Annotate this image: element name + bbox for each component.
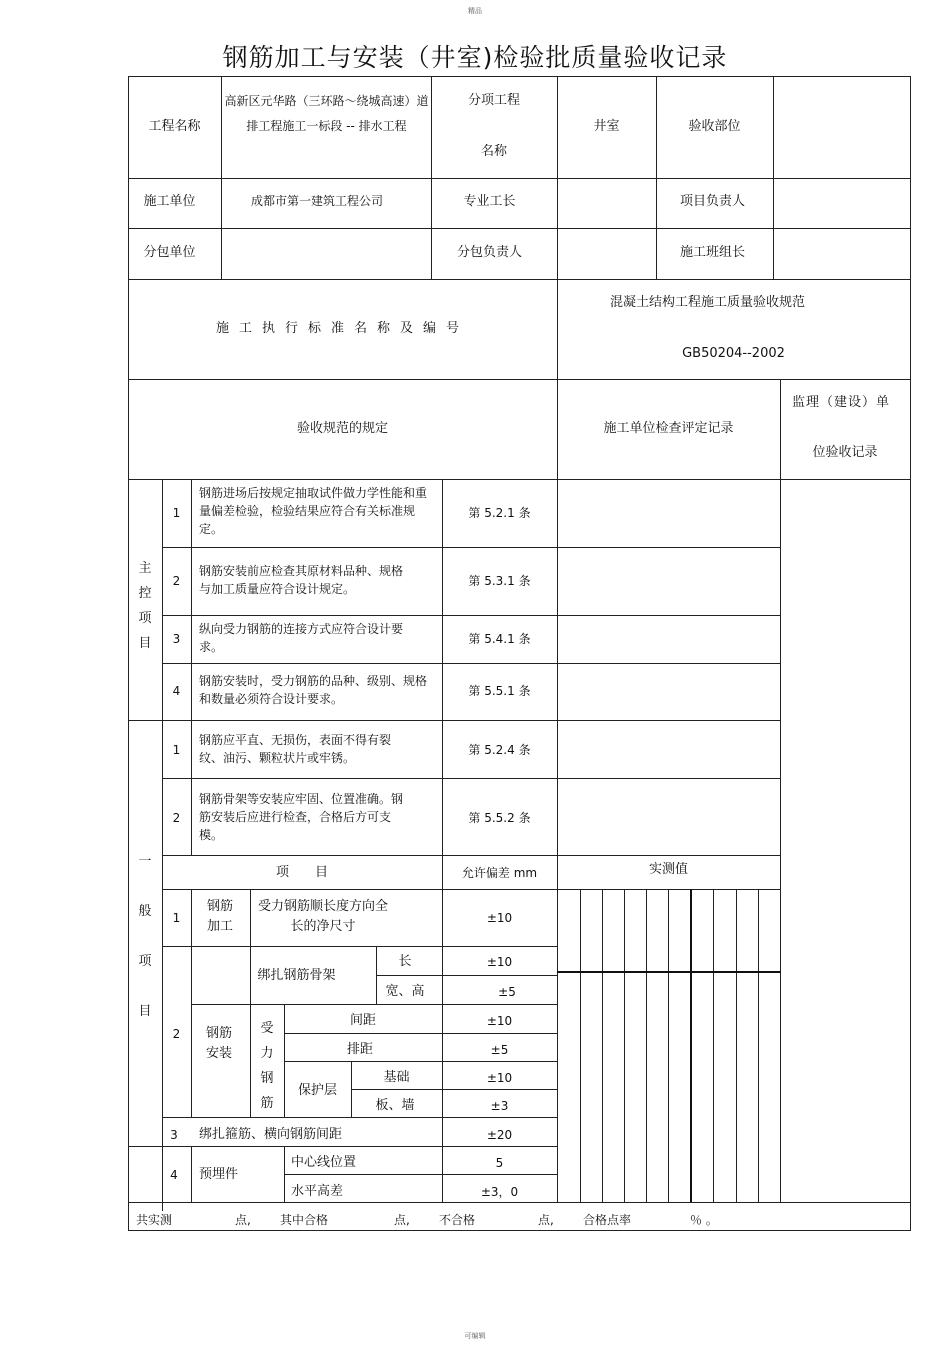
tol-row-spacing: 排距 — [346, 1042, 373, 1057]
tol-cover-label: 保护层 — [297, 1083, 337, 1098]
summary-total-label: 共实测 — [136, 1213, 173, 1227]
project-name-label: 工程名称 — [148, 119, 201, 134]
contractor-value: 成都市第一建筑工程公司 — [250, 194, 383, 208]
main-item-no: 3 — [172, 632, 181, 646]
contractor-label: 施工单位 — [143, 194, 196, 209]
tol-value: 5 — [495, 1156, 504, 1170]
page-title: 钢筋加工与安装（井室)检验批质量验收记录 — [222, 43, 728, 72]
general-item-text: 钢筋应平直、无损伤，表面不得有裂纹、油污、颗粒状片或牢锈。 — [199, 733, 392, 765]
tol-center-label: 中心线位置 — [291, 1155, 357, 1170]
subitem-label-1: 分项工程 — [467, 93, 520, 108]
standard-code: GB50204--2002 — [682, 346, 785, 361]
column-supervisor-2: 位验收记录 — [812, 445, 878, 460]
standard-label: 施工执行标准名称及编号 — [215, 321, 469, 336]
header-mark: 精品 — [468, 7, 482, 15]
tol-group-processing: 钢筋加工 — [206, 899, 233, 934]
main-control-char: 控 — [138, 586, 152, 601]
general-item-no: 1 — [172, 743, 181, 757]
tol-force-char: 受 — [260, 1021, 274, 1036]
project-manager-label: 项目负责人 — [679, 194, 745, 209]
tol-force-char: 力 — [260, 1046, 274, 1061]
summary-points-2: 点, — [394, 1213, 410, 1227]
tol-value: ±10 — [486, 955, 513, 969]
tol-item-name: 绑扎箍筋、横向钢筋间距 — [199, 1127, 343, 1142]
main-control-char: 项 — [138, 611, 152, 626]
column-check: 施工单位检查评定记录 — [603, 421, 734, 436]
main-item-text: 钢筋安装时，受力钢筋的品种、级别、规格和数量必须符合设计要求。 — [199, 674, 428, 706]
subcontractor-label: 分包单位 — [143, 245, 196, 260]
general-char: 般 — [138, 904, 152, 919]
tol-level-label: 水平高差 — [291, 1184, 344, 1199]
foreman-label: 专业工长 — [463, 194, 516, 209]
main-item-no: 2 — [172, 574, 181, 588]
tol-value: ±20 — [486, 1128, 513, 1142]
main-control-char: 目 — [138, 636, 152, 651]
general-char: 目 — [138, 1004, 152, 1019]
summary-fail-label: 不合格 — [439, 1213, 476, 1227]
tol-force-char: 钢 — [260, 1071, 274, 1086]
main-item-text: 纵向受力钢筋的连接方式应符合设计要求。 — [199, 622, 404, 654]
tol-frame-length: 长 — [398, 954, 412, 969]
main-item-clause: 第 5.4.1 条 — [468, 632, 531, 646]
team-leader-label: 施工班组长 — [679, 245, 745, 260]
main-item-text: 钢筋安装前应检查其原材料品种、规格与加工质量应符合设计规定。 — [199, 564, 404, 596]
general-item-no: 2 — [172, 811, 181, 825]
standard-name: 混凝土结构工程施工质量验收规范 — [610, 295, 806, 310]
tol-value: ±10 — [486, 911, 513, 925]
tol-group-installation: 钢筋安装 — [205, 1026, 232, 1061]
general-item-clause: 第 5.2.4 条 — [468, 743, 531, 757]
tolerance-header-tolerance: 允许偏差 mm — [461, 866, 538, 880]
project-name-value: 高新区元华路（三环路～绕城高速）道排工程施工一标段 -- 排水工程 — [224, 94, 429, 133]
main-item-no: 1 — [172, 506, 181, 520]
summary-points-3: 点, — [538, 1213, 554, 1227]
main-item-clause: 第 5.2.1 条 — [468, 506, 531, 520]
subitem-label-2: 名称 — [480, 144, 507, 159]
tol-value: ±3 — [490, 1099, 509, 1113]
acceptance-part-label: 验收部位 — [688, 119, 741, 134]
main-item-text: 钢筋进场后按规定抽取试件做力学性能和重量偏差检验，检验结果应符合有关标准规定。 — [199, 486, 428, 536]
tolerance-header-measured: 实测值 — [648, 862, 688, 877]
tol-group-embedded: 预埋件 — [199, 1167, 239, 1182]
tol-frame-label: 绑扎钢筋骨架 — [257, 968, 336, 983]
tol-frame-width-height: 宽、高 — [385, 984, 425, 999]
general-char: 项 — [138, 954, 152, 969]
subitem-value: 井室 — [593, 119, 620, 134]
footer-mark: 可编辑 — [464, 1332, 486, 1340]
tol-value: ±5 — [490, 1043, 509, 1057]
main-item-no: 4 — [172, 684, 181, 698]
tol-item-name: 受力钢筋顺长度方向全长的净尺寸 — [257, 899, 388, 934]
main-item-clause: 第 5.3.1 条 — [468, 574, 531, 588]
tol-spacing: 间距 — [349, 1013, 376, 1028]
tol-row-no: 3 — [170, 1128, 178, 1142]
main-control-char: 主 — [138, 561, 152, 576]
tol-value: ±10 — [486, 1071, 513, 1085]
tol-cover-base: 基础 — [383, 1070, 410, 1085]
general-char: 一 — [138, 854, 152, 869]
main-item-clause: 第 5.5.1 条 — [468, 684, 531, 698]
tol-row-no: 2 — [172, 1027, 181, 1041]
tolerance-header-item: 项 目 — [275, 865, 328, 880]
tol-value: ±5 — [498, 985, 516, 999]
summary-rate-label: 合格点率 — [583, 1213, 632, 1227]
tol-cover-slab: 板、墙 — [375, 1098, 415, 1113]
column-supervisor-1: 监理（建设）单 — [792, 395, 891, 410]
tol-row-no: 4 — [170, 1168, 178, 1182]
tol-value: ±3，0 — [480, 1185, 519, 1199]
sub-manager-label: 分包负责人 — [456, 245, 522, 260]
tol-force-char: 筋 — [260, 1096, 274, 1111]
tol-value: ±10 — [486, 1014, 513, 1028]
general-item-text: 钢筋骨架等安装应牢固、位置准确。钢筋安装后应进行检查，合格后方可支模。 — [199, 792, 404, 842]
summary-points-1: 点, — [235, 1213, 251, 1227]
summary-pass-label: 其中合格 — [280, 1213, 329, 1227]
general-item-clause: 第 5.5.2 条 — [468, 811, 531, 825]
column-spec: 验收规范的规定 — [296, 421, 388, 436]
summary-percent: ％ 。 — [690, 1213, 718, 1227]
tol-row-no: 1 — [172, 911, 181, 925]
